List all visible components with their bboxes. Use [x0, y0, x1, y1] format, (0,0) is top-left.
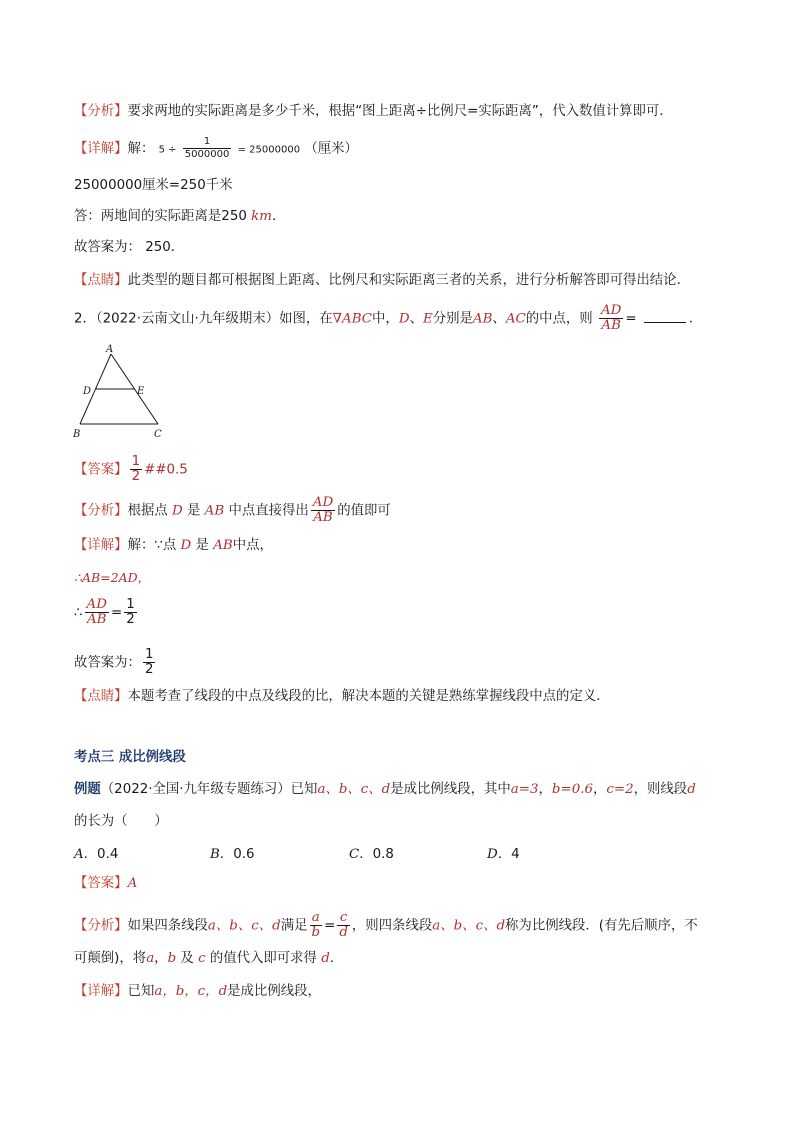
example-detail: [74, 982, 321, 1002]
example-analysis-vars2: a、b、c、d: [432, 918, 506, 934]
answer-fraction-top: 1: [131, 454, 141, 469]
analysis-line2-b: 的值代入即可求得: [209, 951, 317, 966]
example-text-c: ，则线段: [633, 782, 688, 797]
detail-tag: 【详解】: [74, 141, 128, 157]
example-comma1: ，: [538, 782, 552, 797]
example-stem: [74, 780, 696, 800]
q2-analysis-c: 中点直接得出: [228, 503, 309, 519]
s1-detail: [74, 136, 358, 161]
q2-detail-seg: AB: [213, 538, 233, 553]
option-b-text: ．0.6: [219, 847, 255, 862]
ratio-left: [310, 911, 323, 940]
label-b: B: [73, 429, 81, 440]
option-c-key: C: [349, 847, 360, 862]
q2-analysis-d: 的值即可: [337, 503, 391, 519]
analysis-comma: ，: [154, 951, 168, 966]
example-analysis: [74, 911, 698, 940]
example-analysis-b: 满足: [280, 918, 308, 934]
option-d-text: ．4: [497, 847, 520, 862]
analysis-va: a: [146, 951, 155, 966]
option-d-key: D: [487, 847, 498, 862]
q2-analysis-fraction-bottom: AB: [313, 510, 333, 525]
step2-right-bottom: 2: [126, 612, 135, 627]
q2-text-c: 分别是: [432, 311, 473, 327]
label-c: C: [154, 429, 162, 440]
q2-end: ．: [688, 311, 703, 327]
label-e: E: [137, 386, 145, 397]
detail-expr-b: = 25000000: [237, 144, 301, 156]
detail-prefix: 解：: [127, 141, 155, 157]
q2-analysis-seg: AB: [204, 503, 225, 519]
q2-source: （2022·云南文山·九年级期末）: [95, 311, 280, 327]
q2-detail-point: D: [180, 538, 192, 553]
step2-right-top: 1: [126, 597, 135, 612]
example-detail-tag: 【详解】: [74, 984, 128, 999]
q2-final-top: 1: [144, 647, 154, 662]
option-c-text: ．0.8: [359, 847, 394, 862]
q2-analysis-fraction-top: AD: [312, 495, 334, 510]
step2-left-top: AD: [86, 597, 107, 612]
q2-number: 2．: [74, 311, 96, 327]
q2-point-e: E: [422, 311, 433, 327]
option-b[interactable]: [210, 843, 255, 862]
q2-final-fraction: [143, 648, 156, 677]
example-b: b=0.6: [551, 782, 593, 797]
q2-stem: [74, 304, 702, 333]
q2-final-text: 故答案为：: [74, 655, 141, 671]
option-a-key: A: [74, 847, 84, 862]
step2-left-bottom: AB: [86, 612, 107, 627]
q2-step2: [74, 598, 139, 627]
example-analysis-vars: a、b、c、d: [207, 918, 281, 934]
q2-final: [74, 648, 157, 677]
analysis-text: 要求两地的实际距离是多少千米，根据“图上距离÷比例尺=实际距离”，代入数值计算即可．: [127, 104, 673, 119]
q2-analysis-a: 根据点: [127, 503, 168, 519]
step2-left-fraction: [85, 598, 109, 627]
q2-fraction-bottom: AB: [601, 318, 621, 333]
example-answer-tag: 【答案】: [74, 876, 128, 891]
option-a-text: ．0.4: [83, 847, 119, 862]
answer-tag: 【答案】: [74, 462, 128, 478]
answer-alt: ##0.5: [144, 462, 188, 478]
answer-sentence-text: 答：两地间的实际距离是: [74, 209, 222, 224]
answer-fraction-bottom: 2: [131, 469, 141, 484]
example-detail-a: 已知: [127, 984, 155, 999]
example-label: 例题: [74, 782, 101, 797]
section-heading: 考点三 成比例线段: [74, 750, 186, 765]
label-d: D: [83, 386, 92, 397]
analysis-tag: 【分析】: [74, 104, 128, 119]
therefore-sign: ∴: [74, 605, 83, 621]
ratio-left-bottom: b: [311, 925, 321, 940]
option-d[interactable]: [487, 843, 520, 862]
example-text-b: 是成比例线段，其中: [390, 782, 511, 797]
option-c[interactable]: [349, 843, 394, 862]
ratio-right-top: c: [337, 911, 350, 926]
q2-detail-a: 解：∵点: [127, 538, 177, 553]
q2-fraction-top: AD: [600, 303, 622, 318]
s1-comment: [74, 271, 690, 291]
q2-text-d: 的中点，则: [525, 311, 593, 327]
analysis-line2-a: 可颠倒)，将: [74, 951, 147, 966]
example-text-a: （2022·全国·九年级专题练习）已知: [100, 782, 318, 797]
s1-conversion: 25000000厘米=250千米: [74, 178, 233, 193]
q2-comment: [74, 687, 610, 707]
answer-sentence-value: 250: [221, 209, 247, 224]
example-vars: a、b、c、d: [317, 782, 391, 797]
q2-answer: [74, 455, 188, 484]
q2-sep2: 、: [492, 311, 506, 327]
analysis-end: .: [329, 951, 335, 966]
step2-eq: =: [110, 605, 123, 621]
q2-seg-ac: AC: [505, 311, 526, 327]
q2-sep1: 、: [409, 311, 423, 327]
ratio-left-top: a: [310, 911, 323, 926]
q2-step1: ∴AB=2AD，: [74, 570, 151, 585]
ratio-right: [337, 911, 350, 940]
q2-analysis: [74, 496, 391, 525]
q2-seg-ab: AB: [472, 311, 493, 327]
example-analysis-line2: [74, 949, 334, 969]
option-b-key: B: [210, 847, 220, 862]
q2-analysis-tag: 【分析】: [74, 503, 128, 519]
step2-right-fraction: [124, 598, 137, 627]
scale-fraction-bottom: 5000000: [184, 149, 230, 160]
example-d: d: [687, 782, 696, 797]
example-analysis-tag: 【分析】: [74, 918, 128, 934]
final-text: 故答案为：: [74, 240, 141, 255]
s1-answer-sentence: [74, 207, 276, 227]
s1-final: [74, 238, 184, 258]
final-end: ．: [170, 240, 185, 255]
q2-fraction: [599, 304, 623, 333]
answer-blank: [644, 310, 686, 323]
example-answer-value: A: [127, 876, 138, 891]
ratio-right-bottom: d: [339, 925, 348, 940]
triangle-figure: [70, 344, 170, 440]
example-line2: 的长为（ ）: [74, 814, 168, 829]
q2-analysis-b: 是: [187, 503, 201, 519]
q2-comment-tag: 【点睛】: [74, 689, 128, 704]
q2-detail-b: 是: [195, 538, 209, 553]
analysis-vb: b: [167, 951, 177, 966]
q2-text-b: 中，: [372, 311, 399, 327]
q2-triangle: ∇ABC: [332, 311, 373, 327]
example-analysis-d: 称为比例线段．(有先后顺序，不: [505, 918, 698, 934]
q2-detail-c: 中点，: [232, 538, 273, 553]
detail-unit: （厘米）: [304, 141, 358, 157]
answer-fraction: [130, 455, 143, 484]
s1-analysis: [74, 102, 673, 122]
example-detail-vars: a，b，c，d: [154, 984, 228, 999]
q2-final-bottom: 2: [144, 662, 154, 677]
q2-analysis-point: D: [172, 503, 183, 519]
comment-text: 此类型的题目都可根据图上距离、比例尺和实际距离三者的关系，进行分析解答即可得出结论．: [127, 273, 690, 288]
option-a[interactable]: [74, 843, 118, 862]
example-detail-b: 是成比例线段，: [227, 984, 321, 999]
q2-detail-tag: 【详解】: [74, 538, 128, 553]
detail-expr-a: 5 ÷: [158, 144, 177, 156]
answer-sentence-unit: km: [251, 209, 272, 224]
q2-comment-text: 本题考查了线段的中点及线段的比，解决本题的关键是熟练掌握线段中点的定义．: [127, 689, 610, 704]
answer-sentence-end: .: [271, 209, 277, 224]
q2-analysis-fraction: [311, 496, 335, 525]
q2-detail: [74, 536, 273, 556]
example-analysis-a: 如果四条线段: [127, 918, 208, 934]
example-analysis-c: ，则四条线段: [351, 918, 433, 934]
example-a: a=3: [510, 782, 539, 797]
q2-point-d: D: [398, 311, 410, 327]
analysis-and: 及: [180, 951, 194, 966]
scale-fraction-top: 1: [183, 136, 232, 149]
label-a: A: [106, 344, 114, 355]
comment-tag: 【点睛】: [74, 273, 128, 288]
final-value: 250: [145, 240, 171, 255]
analysis-vc: c: [198, 951, 206, 966]
ratio-eq: =: [324, 918, 336, 934]
q2-eq: =: [625, 311, 637, 327]
scale-fraction: [183, 136, 232, 161]
analysis-vd: d: [321, 951, 330, 966]
q2-text-a: 如图，在: [279, 311, 333, 327]
example-comma2: ，: [593, 782, 607, 797]
example-c: c=2: [606, 782, 634, 797]
example-answer: [74, 874, 137, 894]
